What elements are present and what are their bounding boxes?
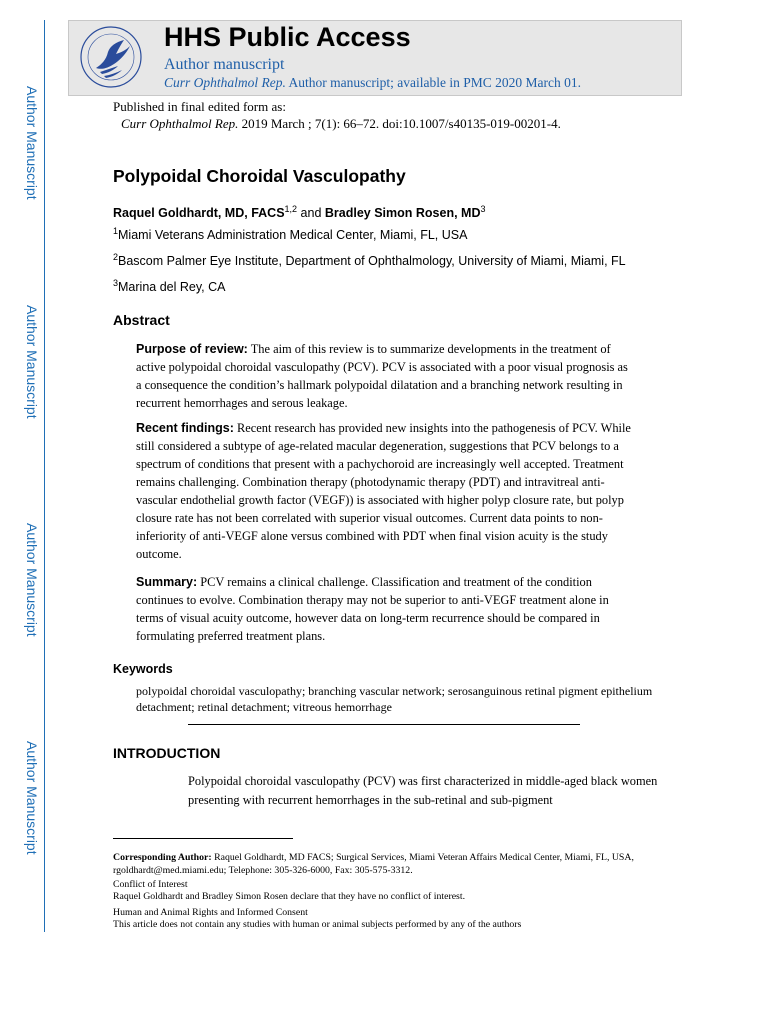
footnote-divider xyxy=(113,838,293,839)
affiliation-3: $^3$Marina del Rey, CA xyxy=(113,278,226,295)
availability-line: Curr Ophthalmol Rep. Author manuscript; available in PMC 2020 March 01. xyxy=(164,75,581,90)
citation-line: Curr Ophthalmol Rep. 2019 March ; 7(1): 66–72. doi:10.1007/s40135-019-00201-4. xyxy=(121,116,561,131)
abstract-findings: Recent findings: Recent research has provided new insights into the pathogenesis of PCV. While still considered a subtype of age-related macular degeneration, suggestions that PCV belongs to a spectrum of conditions that present with a pachychoroid are increasingly well accepted. Treatment remains challenging. Combination therapy (photodynamic therapy (PDT) and intravitreal anti-vascular endothelial growth factor (VEGF)) is associated with higher polyp closure rate, but polyp closure rate has not been correlated with superior visual outcomes. Current data points to non-inferiority of anti-VEGF alone versus combined with PDT when final vision acuity is the study outcome. xyxy=(136,421,631,561)
sidebar-rule xyxy=(44,20,45,932)
sidebar-label-2: Author Manuscript xyxy=(24,305,40,419)
hhs-eagle-logo-icon xyxy=(78,24,144,90)
keywords-text: polypoidal choroidal vasculopathy; branching vascular network; serosanguinous retinal pigment epithelium detachment; retinal detachment; vitreous hemorrhage xyxy=(136,684,653,714)
published-label: Published in final edited form as: xyxy=(113,99,286,114)
abstract-purpose: Purpose of review: The aim of this review is to summarize developments in the treatment of active polypoidal choroidal vasculopathy (PCV). PCV is associated with a poor visual prognosis as a consequence the condition’s hallmark polypoidal dilatation and a branching network resulting in recurrent hemorrhages and serous leakage. xyxy=(136,342,628,410)
author-list: Raquel Goldhardt, MD, FACS$^{1,2}$ and Bradley Simon Rosen, $MD^3$ xyxy=(113,204,486,221)
affiliation-2: $^2$Bascom Palmer Eye Institute, Department of Ophthalmology, University of Miami, Miami, FL xyxy=(113,252,626,269)
coi-heading: Conflict of Interest xyxy=(113,879,188,890)
abstract-summary: Summary: PCV remains a clinical challenge. Classification and treatment of the condition continues to evolve. Combination therapy may not be superior to anti-VEGF treatment alone in terms of visual acuity outcome, however data on long-term recurrence should be compared in formulating preferred treatment plans. xyxy=(136,575,609,643)
sidebar-label-4: Author Manuscript xyxy=(24,741,40,855)
corresponding-author-note: Corresponding Author: Raquel Goldhardt, MD FACS; Surgical Services, Miami Veteran Affairs Medical Center, Miami, FL, USA, rgoldhardt@med.miami.edu; Telephone: 305-326-6000, Fax: 305-575-3312. xyxy=(113,852,634,876)
article-title: Polypoidal Choroidal Vasculopathy xyxy=(113,166,406,186)
rights-text: This article does not contain any studies with human or animal subjects performed by any of the authors xyxy=(113,919,522,930)
coi-text: Raquel Goldhardt and Bradley Simon Rosen declare that they have no conflict of interest. xyxy=(113,891,466,902)
introduction-heading: INTRODUCTION xyxy=(113,745,221,761)
keywords-heading: Keywords xyxy=(113,662,173,676)
hhs-public-access-title: HHS Public Access xyxy=(164,22,411,52)
sidebar-label-1: Author Manuscript xyxy=(24,86,40,200)
sidebar-label-3: Author Manuscript xyxy=(24,523,40,637)
rights-heading: Human and Animal Rights and Informed Consent xyxy=(113,907,308,918)
affiliation-1: $^1$Miami Veterans Administration Medical Center, Miami, FL, USA xyxy=(113,226,468,243)
abstract-heading: Abstract xyxy=(113,312,170,328)
author-manuscript-label: Author manuscript xyxy=(164,56,285,73)
introduction-text: Polypoidal choroidal vasculopathy (PCV) was first characterized in middle-aged black women presenting with recurrent hemorrhages in the sub-retinal and sub-pigment xyxy=(188,774,658,807)
keywords-divider xyxy=(188,724,580,725)
